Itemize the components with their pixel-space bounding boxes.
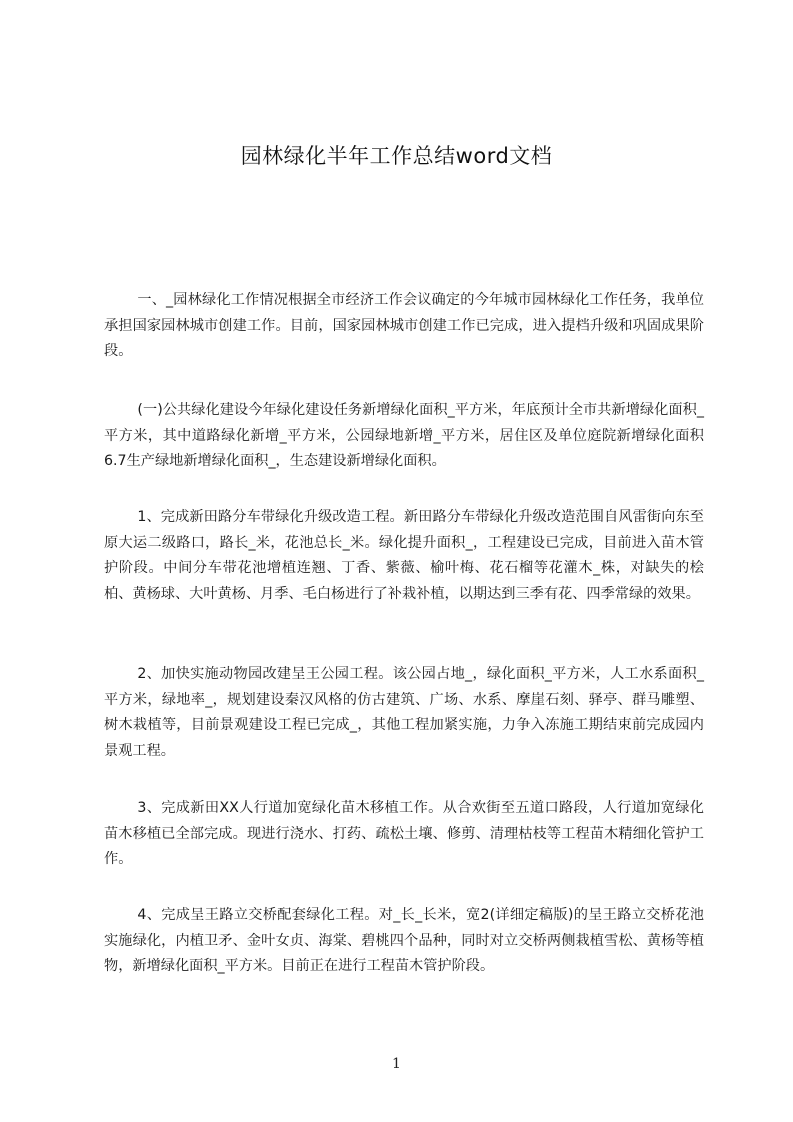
page-number: 1	[392, 1056, 401, 1072]
paragraph-overview: 一、_园林绿化工作情况根据全市经济工作会议确定的今年城市园林绿化工作任务，我单位承担国家园林城市创建工作。目前，国家园林城市创建工作已完成，进入提档升级和巩固成果阶段。	[104, 292, 704, 359]
paragraph-item-2: 2、加快实施动物园改建呈王公园工程。该公园占地_，绿化面积_平方米，人工水系面积_平方米，绿地率_，规划建设秦汉风格的仿古建筑、广场、水系、摩崖石刻、驿亭、群马雕塑、树木栽植等，目前景观建设工程已完成_，其他工程加紧实施，力争入冻施工期结束前完成园内景观工程。	[104, 666, 704, 759]
document-title: 园林绿化半年工作总结word文档	[240, 144, 553, 168]
paragraph-item-3: 3、完成新田XX人行道加宽绿化苗木移植工作。从合欢街至五道口路段，人行道加宽绿化苗木移植已全部完成。现进行浇水、打药、疏松土壤、修剪、清理枯枝等工程苗木精细化管护工作。	[104, 800, 704, 867]
paragraph-item-4: 4、完成呈王路立交桥配套绿化工程。对_长_长米，宽2(详细定稿版)的呈王路立交桥花池实施绿化，内植卫矛、金叶女贞、海棠、碧桃四个品种，同时对立交桥两侧栽植雪松、黄杨等植物，新增绿化面积_平方米。目前正在进行工程苗木管护阶段。	[104, 907, 704, 974]
paragraph-public-greening: (一)公共绿化建设今年绿化建设任务新增绿化面积_平方米，年底预计全市共新增绿化面积_平方米，其中道路绿化新增_平方米，公园绿地新增_平方米，居住区及单位庭院新增绿化面积6.7生产绿地新增绿化面积_，生态建设新增绿化面积。	[104, 402, 704, 469]
paragraph-item-1: 1、完成新田路分车带绿化升级改造工程。新田路分车带绿化升级改造范围自风雷街向东至原大运二级路口，路长_米，花池总长_米。绿化提升面积_，工程建设已完成，目前进入苗木管护阶段。中间分车带花池增植连翘、丁香、紫薇、榆叶梅、花石榴等花灌木_株，对缺失的桧柏、黄杨球、大叶黄杨、月季、毛白杨进行了补栽补植，以期达到三季有花、四季常绿的效果。	[104, 509, 704, 602]
